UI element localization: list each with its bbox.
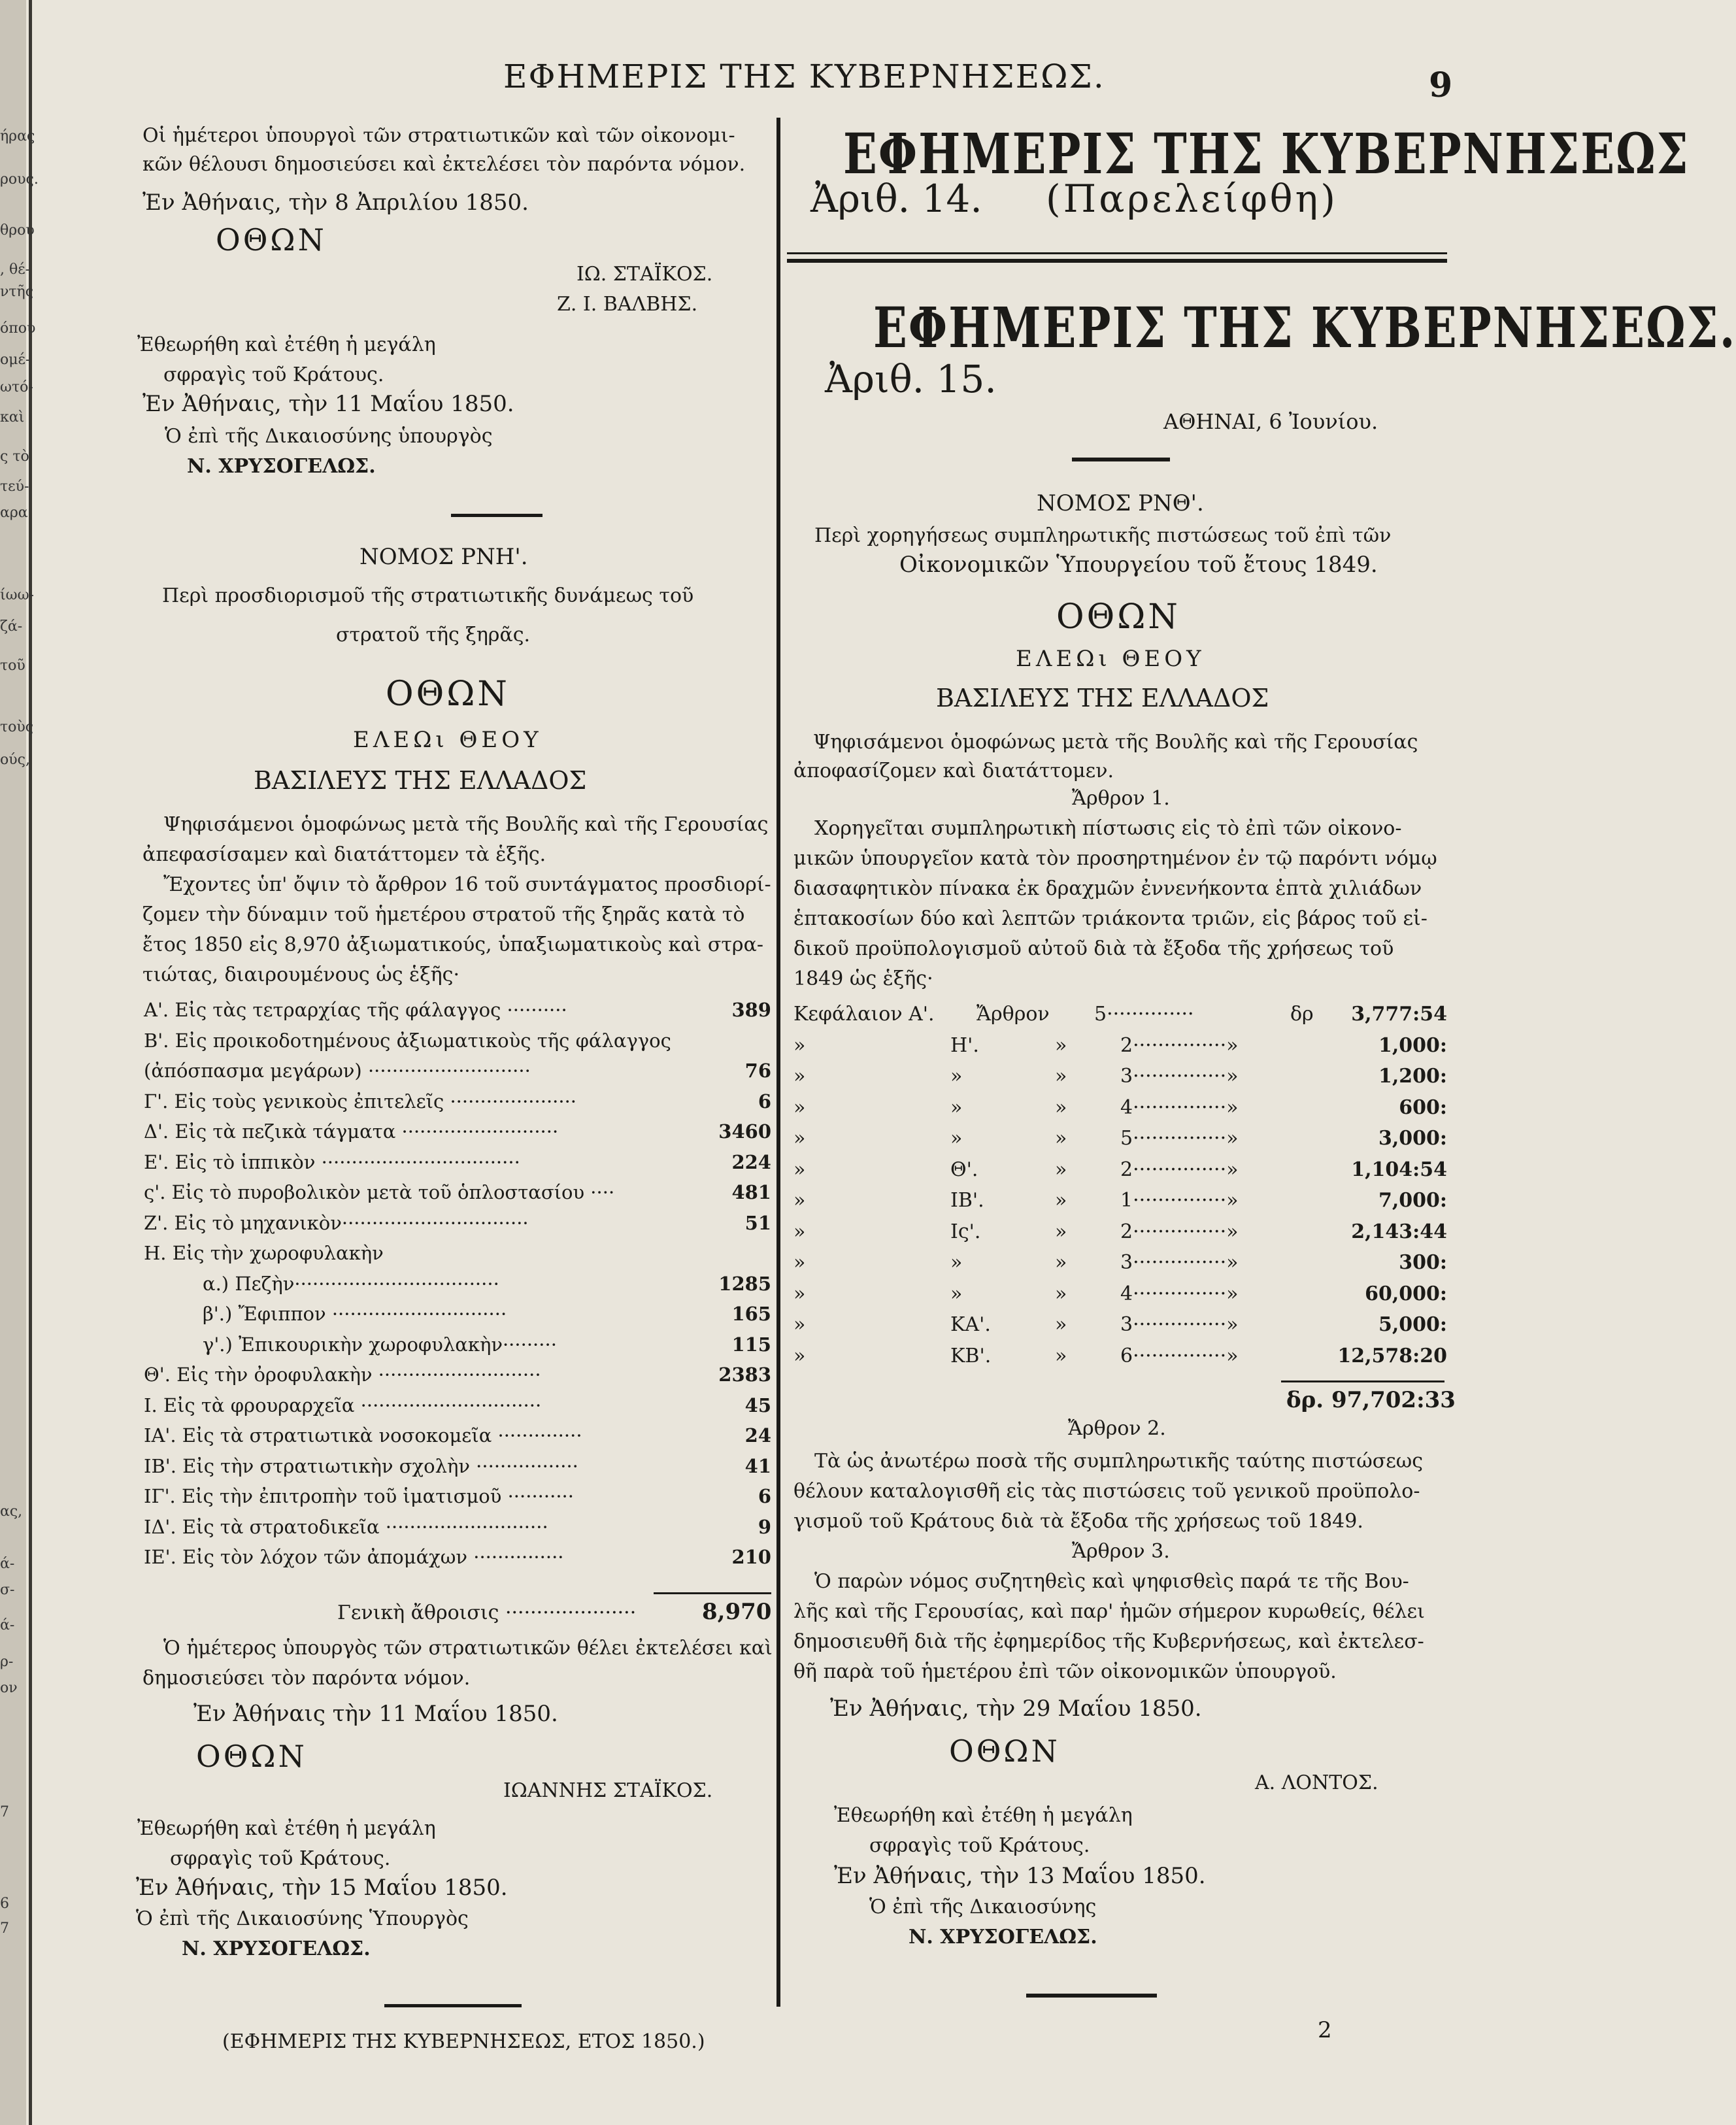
total-rule [654, 1592, 771, 1594]
allocation-label: Η. Εἰς τὴν χωροφυλακὴν [144, 1242, 384, 1264]
allocation-value: 76 [744, 1060, 771, 1082]
table-section: » [950, 1282, 963, 1305]
art2-line-1: Τὰ ὡς ἀνωτέρω ποσὰ τῆς συμπληρωτικῆς ταύτης πιστώσεως [814, 1450, 1424, 1473]
seal1-line-1: Ἐθεωρήθη καὶ ἐτέθη ἡ μεγάλη [137, 333, 436, 356]
table-row [793, 1189, 1447, 1218]
table-row [793, 1003, 1447, 1031]
allocation-label: β'.) Ἔφιππον ····························· [203, 1303, 507, 1325]
total-value: 8,970 [702, 1599, 772, 1625]
gutter-fragment: ωτό- [0, 379, 33, 395]
table-article: » [1055, 1158, 1067, 1181]
left-preamble-3: Ἔχοντες ὑπ' ὄψιν τὸ ἄρθρον 16 τοῦ συντάγματος προσδιορί- [163, 873, 771, 896]
seal2-line-1: Ἐθεωρήθη καὶ ἐτέθη ἡ μεγάλη [137, 1817, 436, 1840]
allocation-row [144, 1394, 771, 1423]
total-label: Γενικὴ ἄθροισις ····················· [337, 1601, 637, 1624]
allocation-label: Β'. Εἰς προικοδοτημένους ἀξιωματικοὺς τῆς φάλαγγος [144, 1029, 671, 1052]
left-bottom-rule [384, 2004, 522, 2007]
table-chapter: » [793, 1033, 806, 1057]
table-chapter: » [793, 1158, 806, 1181]
table-chapter: » [793, 1096, 806, 1119]
table-chapter: » [793, 1282, 806, 1305]
art1-line-6: 1849 ὡς ἑξῆς· [793, 967, 933, 990]
right-preamble-2: ἀποφασίζομεν καὶ διατάττομεν. [793, 760, 1114, 782]
table-section: Η'. [950, 1033, 979, 1057]
left-king-2: ΟΘΩΝ [386, 675, 510, 714]
left-king-1: ΟΘΩΝ [216, 222, 327, 258]
table-leader: 3···············» [1120, 1251, 1239, 1274]
masthead-1: ΕΦΗΜΕΡΙΣ ΤΗΣ ΚΥΒΕΡΝΗΣΕΩΣ [843, 122, 1690, 187]
allocation-label: Ι. Εἰς τὰ φρουραρχεῖα ······························ [144, 1394, 542, 1416]
table-leader: 2···············» [1120, 1158, 1239, 1181]
table-section: » [950, 1065, 963, 1088]
table-section: Ἄρθρον [976, 1003, 1050, 1026]
allocation-row [144, 1546, 771, 1575]
left-signature-3: ΙΩΑΝΝΗΣ ΣΤΑΪΚΟΣ. [503, 1779, 713, 1802]
gutter-fragment: 6 [0, 1896, 9, 1912]
right-law-subject-1: Περὶ χορηγήσεως συμπληρωτικῆς πιστώσεως τοῦ ἐπὶ τῶν [814, 524, 1392, 547]
gutter-fragment: 7 [0, 1920, 9, 1937]
right-law-subject-2: Οἰκονομικῶν Ὑπουργείου τοῦ ἔτους 1849. [899, 552, 1378, 578]
art3-line-4: θῆ παρὰ τοῦ ἡμετέρου ἐπὶ τῶν οἰκονομικῶν ὑπουργοῦ. [793, 1660, 1337, 1683]
left-signature-2: Ζ. Ι. ΒΑΛΒΗΣ. [557, 293, 698, 316]
table-article: » [1055, 1189, 1067, 1212]
left-closing-1: Ὁ ἡμέτερος ὑπουργὸς τῶν στρατιωτικῶν θέλει ἐκτελέσει καὶ [163, 1637, 773, 1660]
allocation-value: 6 [758, 1090, 771, 1113]
table-total: δρ. 97,702:33 [1286, 1387, 1456, 1413]
table-article: » [1055, 1096, 1067, 1119]
right-section-rule [1072, 458, 1170, 461]
table-chapter: » [793, 1065, 806, 1088]
art3-line-2: λῆς καὶ τῆς Γερουσίας, καὶ παρ' ἡμῶν σήμερον κυρωθείς, θέλει [793, 1600, 1425, 1623]
seal1-line-3: Ἐν Ἀθήναις, τὴν 11 Μαΐου 1850. [142, 391, 514, 417]
left-top-line-2: κῶν θέλουσι δημοσιεύσει καὶ ἐκτελέσει τὸν παρόντα νόμον. [142, 153, 746, 176]
gutter-fragment: ά- [0, 1556, 15, 1572]
table-leader: 4···············» [1120, 1282, 1239, 1305]
allocation-value: 481 [731, 1181, 771, 1203]
art2-line-3: γισμοῦ τοῦ Κράτους διὰ τὰ ἔξοδα τῆς χρήσεως τοῦ 1849. [793, 1510, 1363, 1533]
allocation-row [144, 1151, 771, 1180]
allocation-label: Ε'. Εἰς τὸ ἱππικὸν ································· [144, 1150, 520, 1173]
allocation-row [144, 1333, 771, 1362]
right-law-title: ΝΟΜΟΣ ΡΝΘ'. [1037, 490, 1204, 516]
gutter-fragment: τοῦ [0, 658, 25, 674]
allocation-row [144, 1455, 771, 1484]
allocation-row [144, 1120, 771, 1149]
table-amount: 1,200: [1378, 1065, 1447, 1088]
gutter-fragment: ρ- [0, 1654, 14, 1670]
table-chapter: » [793, 1251, 806, 1274]
table-article: » [1055, 1251, 1067, 1274]
allocation-value: 41 [744, 1454, 771, 1477]
table-leader: 3···············» [1120, 1313, 1239, 1336]
allocation-row [144, 1242, 771, 1271]
allocation-value: 45 [744, 1394, 771, 1416]
table-amount: 7,000: [1378, 1189, 1447, 1212]
allocation-row [144, 1364, 771, 1392]
seal2-line-2: σφραγὶς τοῦ Κράτους. [170, 1847, 391, 1870]
left-top-date: Ἐν Ἀθήναις, τὴν 8 Ἀπριλίου 1850. [142, 190, 529, 216]
table-article: » [1055, 1344, 1067, 1367]
table-article: » [1055, 1220, 1067, 1243]
table-leader: δρ [1290, 1003, 1314, 1026]
masthead-2: ΕΦΗΜΕΡΙΣ ΤΗΣ ΚΥΒΕΡΝΗΣΕΩΣ. [873, 295, 1736, 361]
allocation-label: α.) Πεζὴν·································· [203, 1272, 499, 1295]
gutter-fragment: 7 [0, 1804, 9, 1820]
left-grace: ΕΛΕΩι ΘΕΟΥ [353, 727, 542, 753]
table-amount: 3,777:54 [1351, 1003, 1447, 1026]
table-article: » [1055, 1065, 1067, 1088]
left-section-rule [451, 514, 542, 517]
right-basileus: ΒΑΣΙΛΕΥΣ ΤΗΣ ΕΛΛΑΔΟΣ [936, 684, 1269, 712]
allocation-label: Γ'. Εἰς τοὺς γενικοὺς ἐπιτελεῖς ····················· [144, 1090, 577, 1113]
table-chapter: » [793, 1127, 806, 1150]
running-header: ΕΦΗΜΕΡΙΣ ΤΗΣ ΚΥΒΕΡΝΗΣΕΩΣ. [503, 58, 1105, 95]
left-footer: (ΕΦΗΜΕΡΙΣ ΤΗΣ ΚΥΒΕΡΝΗΣΕΩΣ, ΕΤΟΣ 1850.) [222, 2030, 705, 2053]
gutter-fragment: τεύ- [0, 478, 29, 495]
left-preamble-5: ἔτος 1850 εἰς 8,970 ἀξιωματικούς, ὑπαξιωματικοὺς καὶ στρα- [142, 933, 763, 956]
table-row [793, 1282, 1447, 1311]
issue-14: Ἀριθ. 14. [810, 176, 982, 221]
seal1-line-4: Ὁ ἐπὶ τῆς Δικαιοσύνης ὑπουργὸς [165, 425, 493, 448]
table-section: » [950, 1251, 963, 1274]
table-chapter: » [793, 1189, 806, 1212]
left-law-subject-2: στρατοῦ τῆς ξηρᾶς. [336, 624, 531, 646]
table-row [793, 1034, 1447, 1063]
allocation-label: ΙΕ'. Εἰς τὸν λόχον τῶν ἀπομάχων ··············· [144, 1546, 564, 1568]
allocation-value: 1285 [718, 1272, 771, 1295]
right-king: ΟΘΩΝ [1056, 597, 1180, 637]
allocation-value: 224 [731, 1150, 771, 1173]
gutter-fragment: θρου [0, 222, 35, 239]
table-section: Θ'. [950, 1158, 978, 1181]
table-section: ΚΑ'. [950, 1313, 991, 1336]
left-preamble-2: ἀπεφασίσαμεν καὶ διατάττομεν τὰ ἑξῆς. [142, 843, 546, 866]
table-amount: 2,143:44 [1351, 1220, 1447, 1243]
table-article: » [1055, 1282, 1067, 1305]
right-date: Ἐν Ἀθήναις, τὴν 29 Μαΐου 1850. [830, 1696, 1202, 1722]
gutter-fragment: τοὺς [0, 719, 34, 735]
gutter-fragment: ούς, [0, 752, 30, 768]
table-amount: 3,000: [1378, 1127, 1447, 1150]
right-seal-line-1: Ἐθεωρήθη καὶ ἐτέθη ἡ μεγάλη [834, 1804, 1133, 1827]
allocation-label: ΙΔ'. Εἰς τὰ στρατοδικεῖα ··························· [144, 1515, 548, 1538]
right-preamble-1: Ψηφισάμενοι ὁμοφώνως μετὰ τῆς Βουλῆς καὶ τῆς Γερουσίας [813, 731, 1418, 754]
right-king-2: ΟΘΩΝ [949, 1733, 1060, 1769]
allocation-label: Α'. Εἰς τὰς τετραρχίας τῆς φάλαγγος ·········· [144, 999, 567, 1021]
right-seal-line-4: Ὁ ἐπὶ τῆς Δικαιοσύνης [869, 1896, 1097, 1918]
art3-line-1: Ὁ παρὼν νόμος συζητηθεὶς καὶ ψηφισθεὶς παρά τε τῆς Βου- [814, 1570, 1409, 1593]
allocation-row [144, 1273, 771, 1301]
table-chapter: » [793, 1220, 806, 1243]
allocation-row [144, 1424, 771, 1453]
table-leader: 2···············» [1120, 1033, 1239, 1057]
table-amount: 60,000: [1365, 1282, 1447, 1305]
allocation-value: 6 [758, 1485, 771, 1507]
allocation-value: 389 [731, 999, 771, 1021]
gutter-fragment: αρα [0, 505, 28, 521]
allocation-value: 165 [731, 1303, 771, 1325]
table-leader: 5···············» [1120, 1127, 1239, 1150]
masthead-rule-1 [787, 252, 1447, 254]
table-total-rule [1281, 1380, 1444, 1382]
gutter-fragment: ομέ- [0, 352, 31, 368]
right-signature: Α. ΛΟΝΤΟΣ. [1255, 1771, 1378, 1794]
art2-title: Ἄρθρον 2. [1068, 1417, 1166, 1440]
art3-line-3: δημοσιευθῆ διὰ τῆς ἐφημερίδος τῆς Κυβερνήσεως, καὶ ἐκτελεσ- [793, 1630, 1424, 1653]
table-amount: 1,104:54 [1351, 1158, 1447, 1181]
table-section: Ις'. [950, 1220, 981, 1243]
allocation-row [144, 1516, 771, 1545]
allocation-value: 51 [744, 1211, 771, 1234]
allocation-label: γ'.) Ἐπικουρικὴν χωροφυλακὴν········· [203, 1333, 557, 1356]
left-closing-2: δημοσιεύσει τὸν παρόντα νόμον. [142, 1667, 471, 1690]
table-amount: 5,000: [1378, 1313, 1447, 1336]
gutter-fragment: ήρας [0, 128, 35, 144]
table-chapter: Κεφάλαιον Α'. [793, 1003, 935, 1026]
column-divider [776, 118, 780, 2007]
page-number: 9 [1429, 65, 1453, 105]
allocation-label: ΙΒ'. Εἰς τὴν στρατιωτικὴν σχολὴν ················· [144, 1454, 578, 1477]
left-preamble-6: τιώτας, διαιρουμένους ὡς ἑξῆς· [142, 963, 459, 986]
table-row [793, 1220, 1447, 1249]
table-chapter: » [793, 1344, 806, 1367]
table-row [793, 1065, 1447, 1094]
gutter-fragment: ίωω- [0, 587, 34, 603]
right-grace: ΕΛΕΩι ΘΕΟΥ [1016, 646, 1205, 672]
table-row [793, 1127, 1447, 1156]
table-amount: 1,000: [1378, 1033, 1447, 1057]
gutter-fragment: ον [0, 1680, 18, 1696]
table-section: ΚΒ'. [950, 1344, 992, 1367]
right-seal-line-2: σφραγὶς τοῦ Κράτους. [869, 1834, 1090, 1857]
allocation-value: 2383 [718, 1364, 771, 1386]
allocation-label: ΙΓ'. Εἰς τὴν ἐπιτροπὴν τοῦ ἱματισμοῦ ··········· [144, 1485, 574, 1507]
right-bottom-rule [1026, 1994, 1157, 1998]
gutter-fragment: ας, [0, 1503, 23, 1520]
table-section: » [950, 1127, 963, 1150]
gutter-fragment: ά- [0, 1617, 15, 1633]
place-date: ΑΘΗΝΑΙ, 6 Ἰουνίου. [1163, 409, 1378, 434]
gutter-fragment: ντῆς [0, 284, 34, 300]
seal2-line-3: Ἐν Ἀθήναις, τὴν 15 Μαΐου 1850. [136, 1875, 508, 1901]
allocation-row [144, 1485, 771, 1514]
allocation-label: Θ'. Εἰς τὴν ὀροφυλακὴν ··························· [144, 1364, 541, 1386]
art1-line-3: διασαφητικὸν πίνακα ἐκ δραχμῶν ἐννενήκοντα ἑπτὰ χιλιάδων [793, 877, 1422, 900]
art1-title: Ἄρθρον 1. [1072, 787, 1170, 810]
table-leader: 2···············» [1120, 1220, 1239, 1243]
right-seal-line-3: Ἐν Ἀθήναις, τὴν 13 Μαΐου 1850. [834, 1863, 1206, 1889]
left-top-line-1: Οἱ ἡμέτεροι ὑπουργοὶ τῶν στρατιωτικῶν καὶ τῶν οἰκονομι- [142, 124, 735, 147]
gutter-fragment: ς τὸ [0, 448, 29, 465]
table-row [793, 1096, 1447, 1125]
left-basileus: ΒΑΣΙΛΕΥΣ ΤΗΣ ΕΛΛΑΔΟΣ [254, 766, 587, 795]
table-leader: 1···············» [1120, 1189, 1239, 1212]
left-signature-1: ΙΩ. ΣΤΑΪΚΟΣ. [576, 263, 713, 286]
table-row [793, 1345, 1447, 1373]
gutter-fragment: ρους. [0, 171, 39, 188]
allocation-row [144, 999, 771, 1028]
allocation-value: 3460 [718, 1120, 771, 1143]
art3-title: Ἄρθρον 3. [1072, 1540, 1170, 1563]
left-preamble-1: Ψηφισάμενοι ὁμοφώνως μετὰ τῆς Βουλῆς καὶ τῆς Γερουσίας [163, 813, 769, 836]
allocation-value: 115 [731, 1333, 771, 1356]
allocation-label: ς'. Εἰς τὸ πυροβολικὸν μετὰ τοῦ ὁπλοστασίου ···· [144, 1181, 615, 1203]
allocation-label: (ἀπόσπασμα μεγάρων) ··························· [144, 1060, 531, 1082]
table-article: » [1055, 1313, 1067, 1336]
allocation-row [144, 1029, 771, 1058]
table-leader: 3···············» [1120, 1065, 1239, 1088]
allocation-label: Ζ'. Εἰς τὸ μηχανικὸν······························· [144, 1211, 529, 1234]
table-amount: 600: [1399, 1096, 1447, 1119]
left-law-title: ΝΟΜΟΣ ΡΝΗ'. [359, 544, 528, 570]
allocation-row [144, 1303, 771, 1331]
table-section: ΙΒ'. [950, 1189, 984, 1212]
seal2-line-4: Ὁ ἐπὶ τῆς Δικαιοσύνης Ὑπουργὸς [136, 1907, 469, 1930]
allocation-row [144, 1181, 771, 1210]
allocation-label: ΙΑ'. Εἰς τὰ στρατιωτικὰ νοσοκομεῖα ·············· [144, 1424, 582, 1447]
table-article: » [1055, 1033, 1067, 1057]
gutter-fragment: σ- [0, 1582, 15, 1598]
table-amount: 12,578:20 [1337, 1344, 1447, 1367]
table-article: 5·············· [1094, 1003, 1194, 1026]
table-row [793, 1313, 1447, 1342]
left-preamble-4: ζομεν τὴν δύναμιν τοῦ ἡμετέρου στρατοῦ τῆς ξηρᾶς κατὰ τὸ [142, 903, 745, 926]
allocation-row [144, 1212, 771, 1241]
allocation-value: 210 [731, 1546, 771, 1568]
issue-15: Ἀριθ. 15. [825, 357, 997, 401]
art2-line-2: θέλουν καταλογισθῆ εἰς τὰς πιστώσεις τοῦ γενικοῦ προϋπολο- [793, 1480, 1420, 1503]
table-leader: 6···············» [1120, 1344, 1239, 1367]
art1-line-5: δικοῦ προϋπολογισμοῦ αὐτοῦ διὰ τὰ ἔξοδα τῆς χρήσεως τοῦ [793, 937, 1394, 960]
sheet-number: 2 [1318, 2017, 1332, 2043]
allocation-value: 9 [758, 1515, 771, 1538]
allocation-label: Δ'. Εἰς τὰ πεζικὰ τάγματα ·························· [144, 1120, 559, 1143]
table-row [793, 1251, 1447, 1280]
left-king-3: ΟΘΩΝ [196, 1739, 307, 1774]
gutter-fragment: , θέ- [0, 261, 31, 278]
seal2-name: Ν. ΧΡΥΣΟΓΕΛΩΣ. [182, 1937, 371, 1960]
left-law-subject-1: Περὶ προσδιορισμοῦ τῆς στρατιωτικῆς δυνάμεως τοῦ [162, 584, 694, 607]
masthead-rule-2 [787, 259, 1447, 263]
table-article: » [1055, 1127, 1067, 1150]
art1-line-1: Χορηγεῖται συμπληρωτικὴ πίστωσις εἰς τὸ ἐπὶ τῶν οἰκονο- [814, 817, 1402, 840]
gutter-fragment: ζά- [0, 618, 23, 635]
seal1-name: Ν. ΧΡΥΣΟΓΕΛΩΣ. [187, 455, 376, 478]
seal1-line-2: σφραγὶς τοῦ Κράτους. [163, 363, 384, 386]
allocation-row [144, 1060, 771, 1088]
table-row [793, 1158, 1447, 1187]
art1-line-2: μικῶν ὑπουργεῖον κατὰ τὸν προσηρτημένον ἐν τῷ παρόντι νόμῳ [793, 847, 1437, 870]
table-leader: 4···············» [1120, 1096, 1239, 1119]
art1-line-4: ἑπτακοσίων δύο καὶ λεπτῶν τριάκοντα τριῶν, εἰς βάρος τοῦ εἰ- [793, 907, 1427, 930]
gutter-fragment: καὶ [0, 409, 25, 426]
table-amount: 300: [1399, 1251, 1447, 1274]
gutter-rule [29, 0, 32, 2125]
allocation-row [144, 1090, 771, 1119]
table-section: » [950, 1096, 963, 1119]
allocation-value: 24 [744, 1424, 771, 1447]
gutter-fragment: όπου [0, 320, 36, 337]
left-date-2: Ἐν Ἀθήναις τὴν 11 Μαΐου 1850. [193, 1701, 558, 1727]
omitted-note: (Παρελείφθη) [1046, 176, 1338, 221]
right-seal-name: Ν. ΧΡΥΣΟΓΕΛΩΣ. [909, 1926, 1097, 1949]
table-chapter: » [793, 1313, 806, 1336]
